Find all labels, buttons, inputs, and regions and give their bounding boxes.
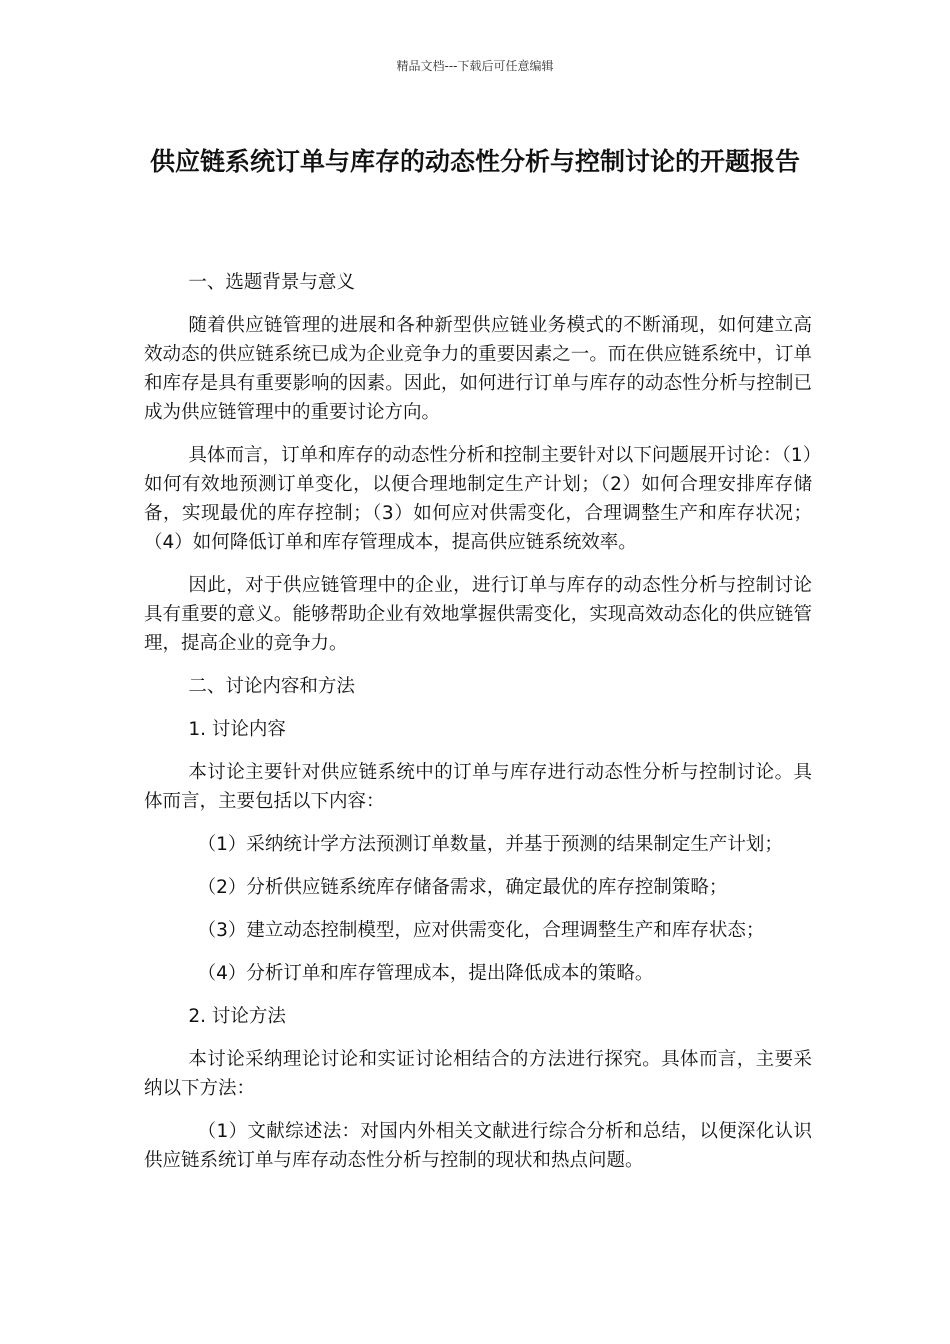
section-heading: 一、选题背景与意义	[188, 272, 355, 293]
list-item: （1）文献综述法：对国内外相关文献进行综合分析和总结，以便深化认识供应链系统订单与库存动态性分析与控制的现状和热点问题。	[144, 1121, 812, 1171]
paragraph: 本讨论主要针对供应链系统中的订单与库存进行动态性分析与控制讨论。具体而言，主要包括以下内容：	[144, 762, 812, 812]
list-item: （1）采纳统计学方法预测订单数量，并基于预测的结果制定生产计划；	[197, 834, 783, 855]
list-item: （2）分析供应链系统库存储备需求，确定最优的库存控制策略；	[197, 877, 728, 898]
header-note: 精品文档---下载后可任意编辑	[396, 59, 554, 73]
paragraph: 因此，对于供应链管理中的企业，进行订单与库存的动态性分析与控制讨论具有重要的意义。能够帮助企业有效地掌握供需变化，实现高效动态化的供应链管理，提高企业的竞争力。	[144, 575, 812, 654]
subsection-heading: 1. 讨论内容	[188, 719, 286, 740]
paragraph: 本讨论采纳理论讨论和实证讨论相结合的方法进行探究。具体而言，主要采纳以下方法：	[144, 1049, 812, 1099]
paragraph: 具体而言，订单和库存的动态性分析和控制主要针对以下问题展开讨论：（1）如何有效地预测订单变化，以便合理地制定生产计划；（2）如何合理安排库存储备，实现最优的库存控制；（3）如何应对供需变化，合理调整生产和库存状况；（4）如何降低订单和库存管理成本，提高供应链系统效率。	[144, 445, 812, 553]
paragraph: 随着供应链管理的进展和各种新型供应链业务模式的不断涌现，如何建立高效动态的供应链系统已成为企业竞争力的重要因素之一。而在供应链系统中，订单和库存是具有重要影响的因素。因此，如何进行订单与库存的动态性分析与控制已成为供应链管理中的重要讨论方向。	[144, 315, 812, 423]
list-item: （3）建立动态控制模型，应对供需变化，合理调整生产和库存状态；	[197, 920, 765, 941]
list-item: （4）分析订单和库存管理成本，提出降低成本的策略。	[197, 963, 654, 984]
subsection-heading: 2. 讨论方法	[188, 1006, 286, 1027]
document-title: 供应链系统订单与库存的动态性分析与控制讨论的开题报告	[149, 147, 800, 176]
section-heading: 二、讨论内容和方法	[188, 676, 355, 697]
document-body	[144, 268, 812, 1189]
